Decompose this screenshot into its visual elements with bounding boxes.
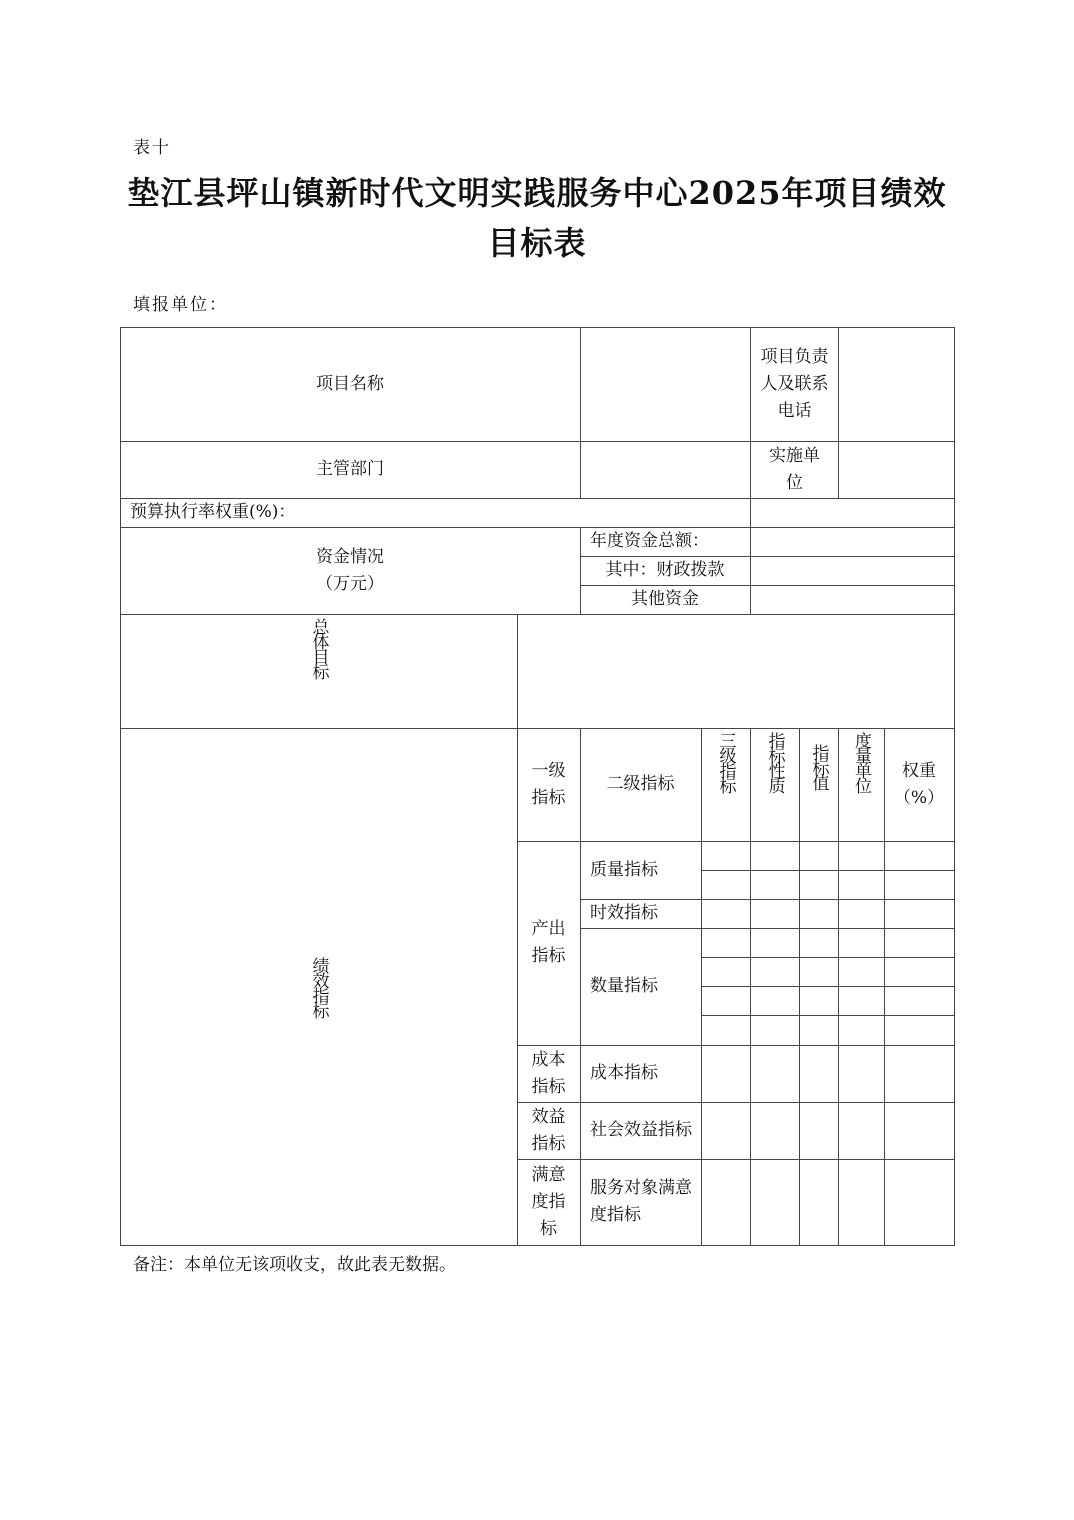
header-level1: 一级指标: [531, 760, 566, 808]
footnote: 备注：本单位无该项收支，故此表无数据。: [133, 1255, 456, 1275]
social-benefit-label: 社会效益指标: [590, 1120, 692, 1140]
header-unit: 度量单位: [851, 732, 871, 792]
impl-unit-label: 实施单位: [769, 445, 820, 493]
budget-rate-label: 预算执行率权重(%)：: [130, 502, 296, 522]
project-lead-label: 项目负责人及联系电话: [760, 346, 829, 421]
header-weight: 权重（%）: [893, 760, 945, 808]
benefit-level1-label: 效益指标: [531, 1106, 566, 1154]
service-satisfaction-label: 服务对象满意度指标: [590, 1178, 692, 1225]
header-level3: 三级指标: [715, 732, 736, 792]
satisfaction-level1-label: 满意度指标: [531, 1164, 566, 1239]
quality-indicator-label: 质量指标: [590, 859, 658, 880]
fiscal-label: 其中：财政拨款: [605, 560, 725, 580]
annual-total-label: 年度资金总额：: [590, 531, 709, 551]
dept-label: 主管部门: [316, 459, 384, 479]
performance-indicators-label: 绩效指标: [308, 956, 329, 1017]
output-indicator-label: 产出指标: [531, 919, 566, 966]
document-title: 垫江县坪山镇新时代文明实践服务中心2025年项目绩效目标表: [127, 174, 947, 262]
project-name-label: 项目名称: [316, 373, 384, 394]
table-number-label: 表十: [133, 138, 171, 158]
header-nature: 指标性质: [764, 732, 785, 792]
cost-level1-label: 成本指标: [531, 1049, 566, 1097]
funds-label: 资金情况（万元）: [316, 546, 384, 594]
filler-unit-label: 填报单位：: [133, 295, 228, 315]
quantity-indicator-label: 数量指标: [590, 976, 658, 996]
other-funds-label: 其他资金: [631, 589, 699, 609]
header-value: 指标值: [808, 744, 829, 789]
header-level2: 二级指标: [606, 774, 675, 794]
overall-goal-label: 总体目标: [308, 618, 329, 678]
timeliness-indicator-label: 时效指标: [590, 903, 658, 923]
cost-level2-label: 成本指标: [590, 1063, 658, 1083]
